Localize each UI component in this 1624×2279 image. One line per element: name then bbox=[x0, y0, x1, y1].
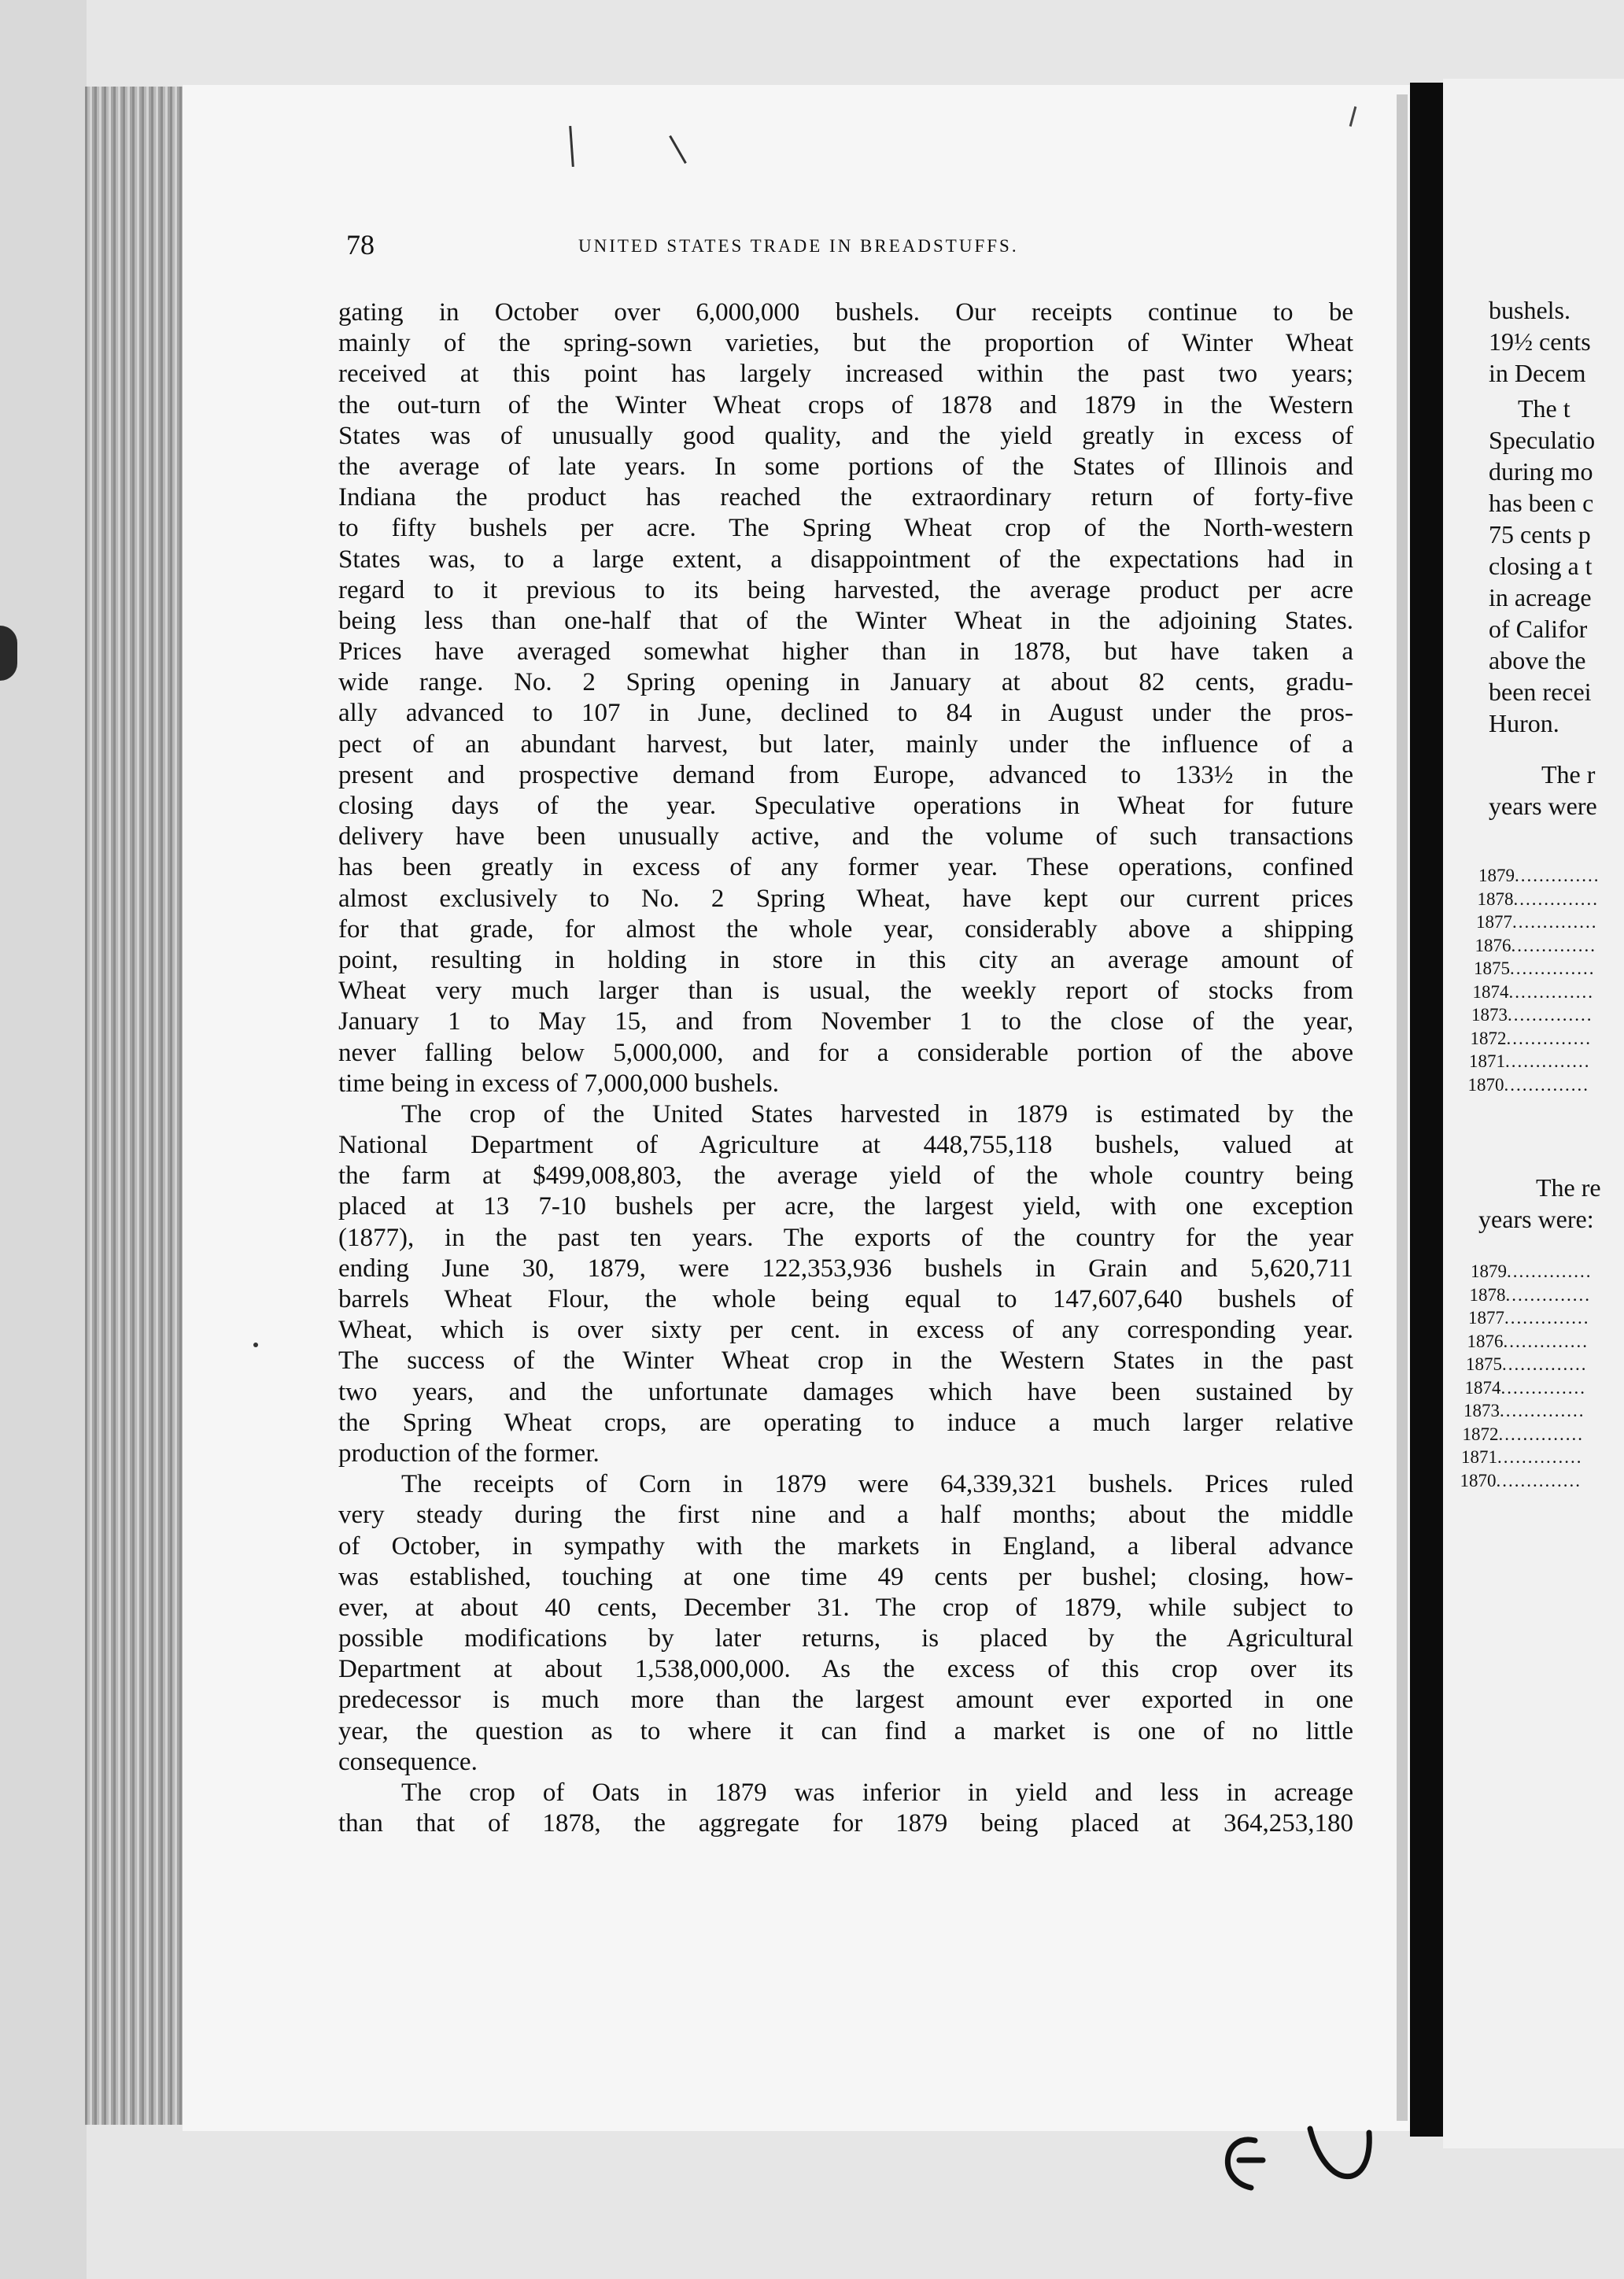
year-row bbox=[1468, 1308, 1590, 1328]
pencil-scrawl bbox=[1208, 2117, 1397, 2211]
text-line: barrels Wheat Flour, the whole being equal to 147,607,640 bushels of bbox=[338, 1285, 1353, 1313]
year-label: 1874 bbox=[1472, 981, 1509, 1002]
year-row bbox=[1470, 1285, 1592, 1306]
year-label: 1874 bbox=[1464, 1377, 1501, 1398]
year-label: 1873 bbox=[1463, 1401, 1500, 1420]
text-line: being less than one-half that of the Winter Wheat in the adjoining States. bbox=[338, 606, 1353, 635]
text-line: (1877), in the past ten years. The exports of the country for the year bbox=[338, 1223, 1353, 1252]
year-row bbox=[1463, 1401, 1585, 1421]
ink-blot bbox=[0, 626, 17, 681]
text-line: delivery have been unusually active, and the volume of such transactions bbox=[338, 822, 1353, 851]
text-line: for that grade, for almost the whole year, considerably above a shipping bbox=[338, 914, 1353, 944]
scanner-bed-edge bbox=[0, 0, 87, 2279]
year-row bbox=[1471, 1005, 1593, 1025]
year-row bbox=[1463, 1424, 1585, 1445]
leader-dots: .............. bbox=[1504, 1308, 1590, 1328]
text-line: States was, to a large extent, a disappointment of the expectations had in bbox=[338, 545, 1353, 574]
year-label: 1872 bbox=[1470, 1028, 1507, 1048]
right-text-line: The re bbox=[1536, 1173, 1601, 1202]
year-label: 1877 bbox=[1468, 1308, 1504, 1328]
year-row bbox=[1476, 912, 1598, 933]
leader-dots: .............. bbox=[1497, 1447, 1583, 1467]
text-line: Indiana the product has reached the extraordinary return of forty-five bbox=[338, 483, 1353, 512]
text-line: production of the former. bbox=[338, 1439, 600, 1468]
text-line: National Department of Agriculture at 448,755,118 bushels, valued at bbox=[338, 1131, 1353, 1160]
year-row bbox=[1475, 936, 1597, 956]
leader-dots: .............. bbox=[1505, 1051, 1591, 1071]
year-label: 1871 bbox=[1469, 1051, 1505, 1071]
year-label: 1879 bbox=[1471, 1261, 1507, 1281]
leader-dots: .............. bbox=[1503, 1331, 1589, 1351]
gutter-sheet-edge bbox=[1397, 94, 1408, 2121]
right-text-line: in Decem bbox=[1489, 359, 1586, 387]
text-line: Department at about 1,538,000,000. As the excess of this crop over its bbox=[338, 1655, 1353, 1684]
right-text-line: 19½ cents bbox=[1489, 327, 1591, 356]
text-line: of October, in sympathy with the markets in England, a liberal advance bbox=[338, 1531, 1353, 1561]
text-line: present and prospective demand from Europe, advanced to 133½ in the bbox=[338, 760, 1353, 789]
leader-dots: .............. bbox=[1504, 1074, 1589, 1095]
text-line: has been greatly in excess of any former year. These operations, confined bbox=[338, 853, 1353, 882]
text-line: two years, and the unfortunate damages which have been sustained by bbox=[338, 1377, 1353, 1406]
text-line: the farm at $499,008,803, the average yield of the whole country being bbox=[338, 1162, 1353, 1191]
right-text-line: closing a t bbox=[1489, 552, 1593, 580]
year-row bbox=[1471, 1029, 1593, 1049]
leader-dots: .............. bbox=[1510, 959, 1596, 978]
text-line: the Spring Wheat crops, are operating to induce a much larger relative bbox=[338, 1408, 1353, 1437]
year-label: 1879 bbox=[1478, 866, 1515, 885]
running-head: UNITED STATES TRADE IN BREADSTUFFS. bbox=[578, 236, 1019, 256]
text-line: almost exclusively to No. 2 Spring Wheat, have kept our current prices bbox=[338, 884, 1353, 913]
text-line: The receipts of Corn in 1879 were 64,339,321 bushels. Prices ruled bbox=[401, 1470, 1353, 1499]
year-label: 1876 bbox=[1475, 935, 1511, 955]
text-line: regard to it previous to its being harvested, the average product per acre bbox=[338, 575, 1353, 604]
right-text-line: Speculatio bbox=[1489, 426, 1596, 454]
year-row bbox=[1471, 1261, 1593, 1282]
year-label: 1871 bbox=[1461, 1447, 1497, 1467]
year-row bbox=[1468, 1075, 1590, 1095]
page-number: 78 bbox=[346, 229, 375, 260]
text-line: time being in excess of 7,000,000 bushels. bbox=[338, 1069, 780, 1098]
text-line: possible modifications by later returns, is placed by the Agricultural bbox=[338, 1624, 1353, 1653]
leader-dots: .............. bbox=[1513, 888, 1599, 909]
leader-dots: .............. bbox=[1507, 1261, 1593, 1281]
right-text-line: years were bbox=[1489, 792, 1597, 820]
right-text-line: been recei bbox=[1489, 678, 1592, 706]
text-line: ever, at about 40 cents, December 31. The crop of 1879, while subject to bbox=[338, 1593, 1353, 1622]
year-row bbox=[1465, 1378, 1587, 1398]
text-line: wide range. No. 2 Spring opening in January at about 82 cents, gradu- bbox=[338, 668, 1353, 697]
year-label: 1870 bbox=[1460, 1470, 1497, 1490]
year-label: 1878 bbox=[1477, 888, 1514, 909]
year-row bbox=[1460, 1471, 1582, 1491]
leader-dots: .............. bbox=[1502, 1354, 1588, 1374]
leader-dots: .............. bbox=[1508, 1005, 1593, 1025]
year-row bbox=[1466, 1354, 1588, 1375]
book-gutter bbox=[1410, 83, 1443, 2137]
leader-dots: .............. bbox=[1512, 912, 1598, 932]
text-line: to fifty bushels per acre. The Spring Wheat crop of the North-western bbox=[338, 514, 1353, 543]
year-row bbox=[1473, 982, 1595, 1003]
text-line: States was of unusually good quality, and the yield greatly in excess of bbox=[338, 421, 1353, 450]
leader-dots: .............. bbox=[1505, 1284, 1591, 1305]
right-text-line: has been c bbox=[1489, 489, 1594, 517]
text-line: predecessor is much more than the largest amount ever exported in one bbox=[338, 1686, 1353, 1715]
right-text-line: during mo bbox=[1489, 457, 1593, 486]
year-label: 1875 bbox=[1474, 959, 1510, 978]
right-text-line: 75 cents p bbox=[1489, 520, 1591, 549]
stray-dot bbox=[253, 1343, 258, 1347]
text-line: Wheat, which is over sixty per cent. in excess of any corresponding year. bbox=[338, 1316, 1353, 1345]
right-text-line: years were: bbox=[1478, 1205, 1594, 1233]
right-text-line: The t bbox=[1518, 394, 1570, 423]
leader-dots: .............. bbox=[1498, 1424, 1584, 1444]
text-line: January 1 to May 15, and from November 1 to the close of the year, bbox=[338, 1007, 1353, 1036]
right-page-text bbox=[1443, 79, 1624, 2148]
text-line: Wheat very much larger than is usual, the weekly report of stocks from bbox=[338, 977, 1353, 1006]
text-line: Prices have averaged somewhat higher than in 1878, but have taken a bbox=[338, 637, 1353, 667]
year-label: 1878 bbox=[1469, 1284, 1506, 1305]
text-line: never falling below 5,000,000, and for a considerable portion of the above bbox=[338, 1038, 1353, 1067]
text-line: placed at 13 7-10 bushels per acre, the largest yield, with one exception bbox=[338, 1192, 1353, 1221]
year-row bbox=[1467, 1332, 1589, 1352]
year-row bbox=[1478, 889, 1600, 910]
text-line: The success of the Winter Wheat crop in the Western States in the past bbox=[338, 1346, 1353, 1376]
right-text-line: Huron. bbox=[1489, 709, 1559, 737]
year-label: 1873 bbox=[1471, 1005, 1508, 1025]
book-page-edges bbox=[85, 87, 183, 2125]
year-label: 1875 bbox=[1466, 1354, 1502, 1374]
year-label: 1876 bbox=[1467, 1331, 1504, 1351]
leader-dots: .............. bbox=[1496, 1470, 1582, 1490]
text-line: ending June 30, 1879, were 122,353,936 bushels in Grain and 5,620,711 bbox=[338, 1254, 1353, 1283]
text-line: The crop of Oats in 1879 was inferior in yield and less in acreage bbox=[401, 1779, 1353, 1807]
year-label: 1872 bbox=[1462, 1424, 1499, 1444]
leader-dots: .............. bbox=[1511, 935, 1596, 955]
year-label: 1870 bbox=[1467, 1074, 1504, 1095]
text-line: closing days of the year. Speculative operations in Wheat for future bbox=[338, 792, 1353, 820]
leader-dots: .............. bbox=[1508, 981, 1594, 1002]
right-page bbox=[1443, 79, 1624, 2148]
leader-dots: .............. bbox=[1500, 1377, 1586, 1398]
right-text-line: bushels. bbox=[1489, 296, 1570, 324]
text-line: point, resulting in holding in store in this city an average amount of bbox=[338, 945, 1353, 974]
text-line: the average of late years. In some portions of the States of Illinois and bbox=[338, 452, 1353, 481]
leader-dots: .............. bbox=[1506, 1028, 1592, 1048]
leader-dots: .............. bbox=[1500, 1401, 1585, 1420]
year-row bbox=[1469, 1051, 1591, 1072]
right-text-line: above the bbox=[1489, 646, 1586, 674]
right-text-line: in acreage bbox=[1489, 583, 1592, 611]
text-line: gating in October over 6,000,000 bushels. Our receipts continue to be bbox=[338, 298, 1353, 327]
right-text-line: of Califor bbox=[1489, 615, 1588, 643]
text-line: consequence. bbox=[338, 1747, 478, 1776]
text-line: very steady during the first nine and a half months; about the middle bbox=[338, 1501, 1353, 1530]
leader-dots: .............. bbox=[1515, 866, 1600, 885]
right-text-line: The r bbox=[1541, 760, 1596, 789]
body-text bbox=[338, 297, 1353, 1839]
text-line: the out-turn of the Winter Wheat crops of 1878 and 1879 in the Western bbox=[338, 390, 1353, 419]
year-row bbox=[1461, 1447, 1583, 1468]
year-row bbox=[1474, 959, 1596, 979]
year-label: 1877 bbox=[1476, 912, 1512, 932]
text-line: than that of 1878, the aggregate for 1879 being placed at 364,253,180 bbox=[338, 1809, 1353, 1838]
text-line: ally advanced to 107 in June, declined to 84 in August under the pros- bbox=[338, 699, 1353, 728]
year-row bbox=[1478, 866, 1600, 886]
text-line: pect of an abundant harvest, but later, mainly under the influence of a bbox=[338, 730, 1353, 759]
text-line: was established, touching at one time 49 cents per bushel; closing, how- bbox=[338, 1562, 1353, 1591]
text-line: year, the question as to where it can find a market is one of no little bbox=[338, 1716, 1353, 1745]
text-line: mainly of the spring-sown varieties, but the proportion of Winter Wheat bbox=[338, 329, 1353, 358]
text-line: received at this point has largely increased within the past two years; bbox=[338, 360, 1353, 389]
text-line: The crop of the United States harvested in 1879 is estimated by the bbox=[401, 1099, 1353, 1128]
